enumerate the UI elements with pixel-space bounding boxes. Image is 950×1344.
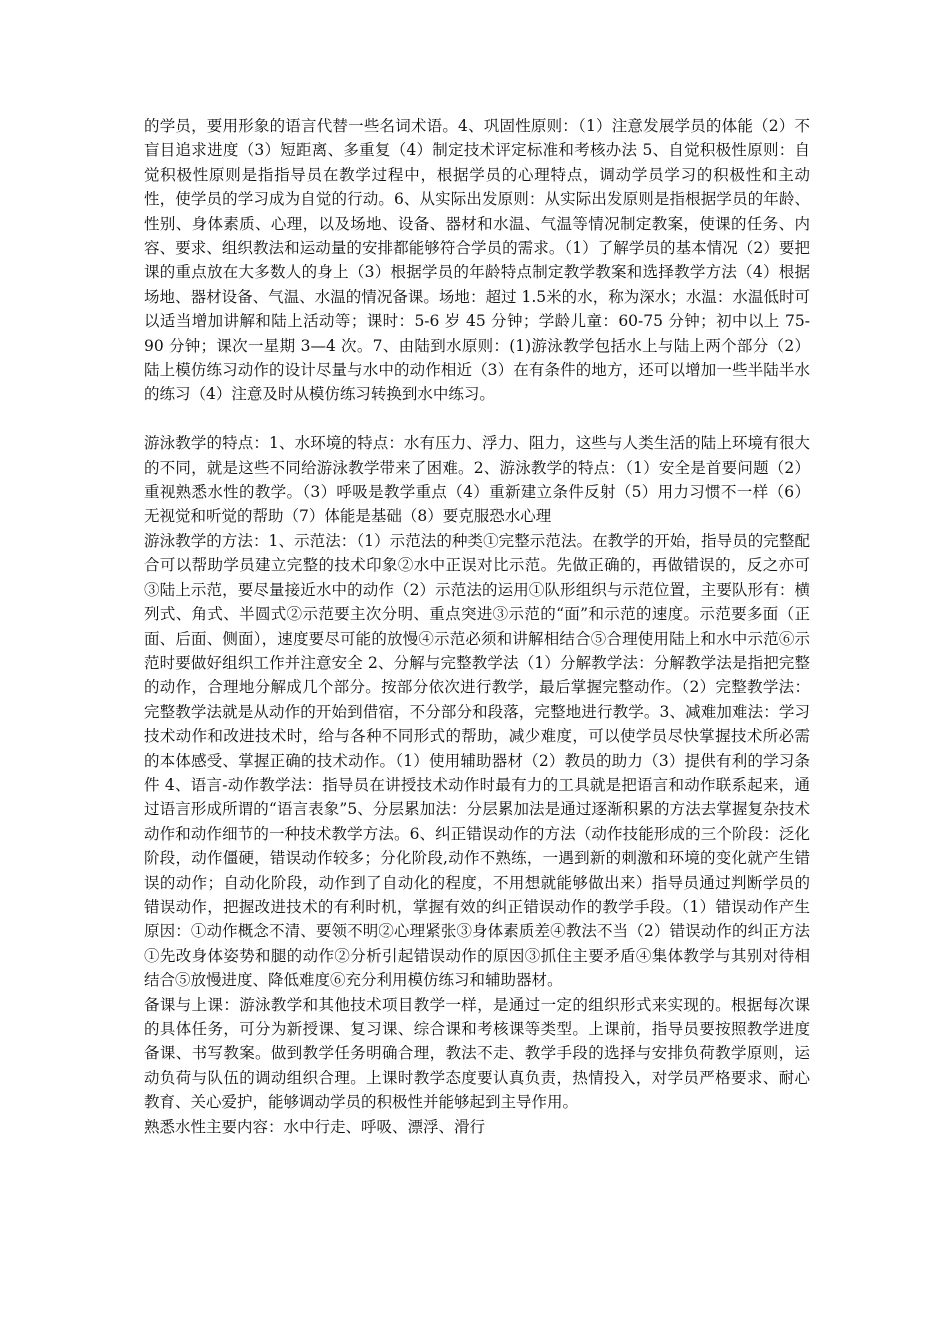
paragraph-swimming-teaching-features: 游泳教学的特点：1、水环境的特点：水有压力、浮力、阻力，这些与人类生活的陆上环境有很大的不同，就是这些不同给游泳教学带来了困难。2、游泳教学的特点：（1）安全是首要问题（2）重视熟悉水性的教学。（3）呼吸是教学重点（4）重新建立条件反射（5）用力习惯不一样（6）无视觉和听觉的帮助（7）体能是基础（8）要克服恐水心理	[144, 434, 810, 526]
paragraph-spacer	[144, 407, 810, 431]
paragraph-swimming-teaching-methods: 游泳教学的方法：1、示范法：（1）示范法的种类①完整示范法。在教学的开始，指导员的完整配合可以帮助学员建立完整的技术印象②水中正误对比示范。先做正确的，再做错误的，反之亦可③陆上示范，要尽量接近水中的动作（2）示范法的运用①队形组织与示范位置，主要队形有：横列式、角式、半圆式②示范要主次分明、重点突进③示范的“面”和示范的速度。示范要多面（正面、后面、侧面），速度要尽可能的放慢④示范必须和讲解相结合⑤合理使用陆上和水中示范⑥示范时要做好组织工作并注意安全 2、分解与完整教学法（1）分解教学法：分解教学法是指把完整的动作，合理地分解成几个部分。按部分依次进行教学，最后掌握完整动作。（2）完整教学法：完整教学法就是从动作的开始到借宿，不分部分和段落，完整地进行教学。3、减难加难法：学习技术动作和改进技术时，给与各种不同形式的帮助，减少难度，可以使学员尽快掌握技术所必需的本体感受、掌握正确的技术动作。（1）使用辅助器材（2）教员的助力（3）提供有利的学习条件 4、语言-动作教学法：指导员在讲授技术动作时最有力的工具就是把语言和动作联系起来，通过语言形成所谓的“语言表象”5、分层累加法：分层累加法是通过逐渐积累的方法去掌握复杂技术动作和动作细节的一种技术教学方法。6、纠正错误动作的方法（动作技能形成的三个阶段：泛化阶段，动作僵硬，错误动作较多；分化阶段,动作不熟练，一遇到新的刺激和环境的变化就产生错误的动作；自动化阶段，动作到了自动化的程度，不用想就能够做出来）指导员通过判断学员的错误动作，把握改进技术的有利时机，掌握有效的纠正错误动作的教学手段。（1）错误动作产生原因：①动作概念不清、要领不明②心理紧张③身体素质差④教法不当（2）错误动作的纠正方法①先改身体姿势和腿的动作②分析引起错误动作的原因③抓住主要矛盾④集体教学与其别对待相结合⑤放慢进度、降低难度⑥充分利用模仿练习和辅助器材。	[144, 531, 810, 990]
document-body	[144, 114, 810, 1139]
paragraph-water-familiarization: 熟悉水性主要内容：水中行走、呼吸、漂浮、滑行	[144, 1117, 486, 1136]
paragraph-teaching-principles: 的学员，要用形象的语言代替一些名词术语。4、巩固性原则：（1）注意发展学员的体能（2）不盲目追求进度（3）短距离、多重复（4）制定技术评定标准和考核办法 5、自觉积极性原则：自觉积极性原则是指指导员在教学过程中，根据学员的心理特点，调动学员学习的积极性和主动性，使学员的学习成为自觉的行动。6、从实际出发原则：从实际出发原则是指根据学员的年龄、性别、身体素质、心理，以及场地、设备、器材和水温、气温等情况制定教案，使课的任务、内容、要求、组织教法和运动量的安排都能够符合学员的需求。（1）了解学员的基本情况（2）要把课的重点放在大多数人的身上（3）根据学员的年龄特点制定教学教案和选择教学方法（4）根据场地、器材设备、气温、水温的情况备课。场地：超过 1.5米的水，称为深水；水温：水温低时可以适当增加讲解和陆上活动等；课时：5-6 岁 45 分钟；学龄儿童：60-75 分钟；初中以上 75-90 分钟；课次一星期 3—4 次。7、由陆到水原则：(1)游泳教学包括水上与陆上两个部分（2）陆上模仿练习动作的设计尽量与水中的动作相近（3）在有条件的地方，还可以增加一些半陆半水的练习（4）注意及时从模仿练习转换到水中练习。	[144, 117, 810, 404]
paragraph-lesson-preparation: 备课与上课：游泳教学和其他技术项目教学一样，是通过一定的组织形式来实现的。根据每次课的具体任务，可分为新授课、复习课、综合课和考核课等类型。上课前，指导员要按照教学进度备课、书写教案。做到教学任务明确合理，教法不走、教学手段的选择与安排负荷教学原则，运动负荷与队伍的调动组织合理。上课时教学态度要认真负责，热情投入，对学员严格要求、耐心教育、关心爱护，能够调动学员的积极性并能够起到主导作用。	[144, 995, 810, 1112]
